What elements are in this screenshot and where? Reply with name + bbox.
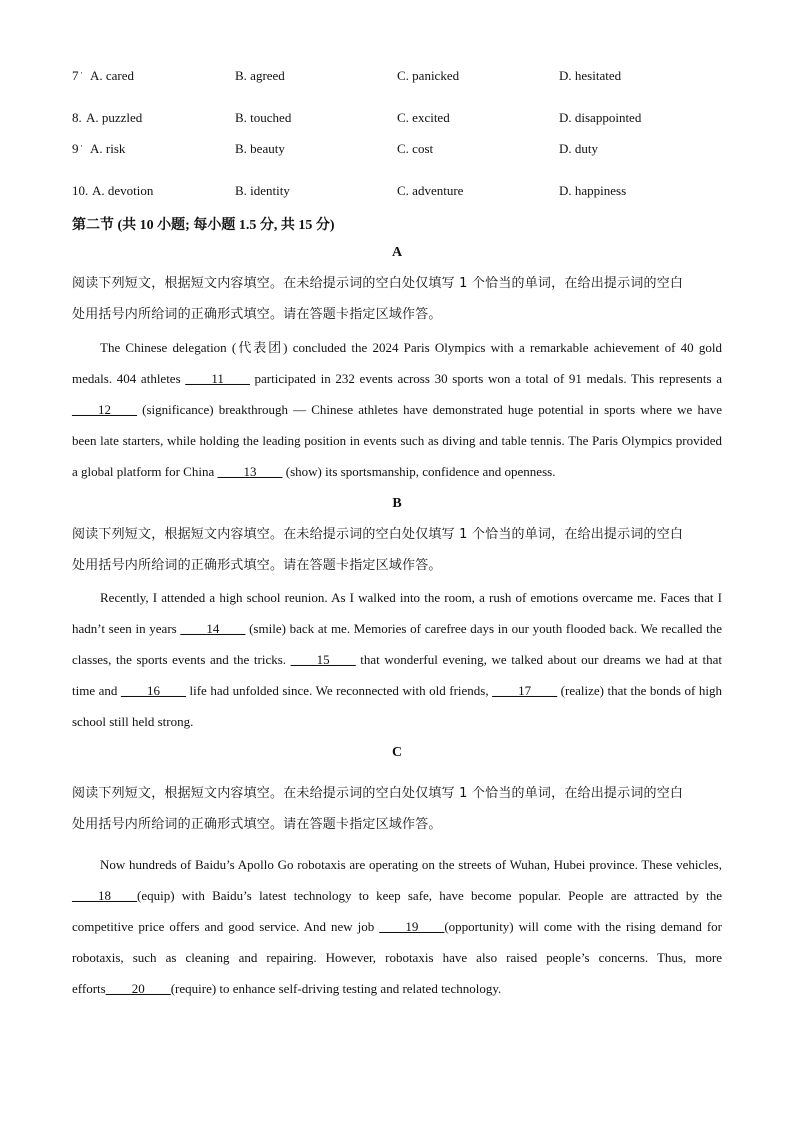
passage-text: that wonderful evening, we talked about our dreams we had at that time and xyxy=(72,652,722,698)
option-d: D. happiness xyxy=(559,183,627,198)
instruction-line-1: 阅读下列短文，根据短文内容填空。在未给提示词的空白处仅填写 1 个恰当的单词，在给出提示词的空白 xyxy=(72,527,684,542)
option-c: C. panicked xyxy=(397,68,460,83)
section-title: 第二节 (共 10 小题; 每小题 1.5 分, 共 15 分) xyxy=(72,218,335,233)
instruction-line-2: 处用括号内所给词的正确形式填空。请在答题卡指定区域作答。 xyxy=(72,817,442,832)
option-c: C. cost xyxy=(397,141,434,156)
option-d: D. hesitated xyxy=(559,68,622,83)
passage-text: (smile) back at me. Memories of carefree days in our youth flooded back. We recalled the classes, the sports events and the tricks. xyxy=(72,621,722,667)
blank-12[interactable]: ____12____ xyxy=(72,402,137,417)
dot-mark: · xyxy=(80,141,83,151)
option-a: A. risk xyxy=(90,141,126,156)
question-10-options xyxy=(72,183,732,201)
option-c: C. excited xyxy=(397,110,450,125)
option-b: B. agreed xyxy=(235,68,285,83)
blank-15[interactable]: ____15____ xyxy=(290,652,356,667)
passage-text: (significance) breakthrough — Chinese athletes have demonstrated huge potential in sports where we have been late starters, while holding the leading position in events such as diving and table tennis. The Paris Olympics provided a global platform for China xyxy=(72,402,722,479)
question-number: 10. xyxy=(72,183,89,198)
passage-text: Now hundreds of Baidu’s Apollo Go robotaxis are operating on the streets of Wuhan, Hubei province. These vehicles, xyxy=(100,857,722,872)
instruction-line-1: 阅读下列短文，根据短文内容填空。在未给提示词的空白处仅填写 1 个恰当的单词，在给出提示词的空白 xyxy=(72,786,684,801)
question-number: 8. xyxy=(72,110,82,125)
blank-19[interactable]: ____19____ xyxy=(379,919,445,934)
option-d: D. duty xyxy=(559,141,598,156)
question-8-options xyxy=(72,110,732,128)
passage-text: (show) its sportsmanship, confidence and openness. xyxy=(282,464,556,479)
passage-text: life had unfolded since. We reconnected with old friends, xyxy=(185,683,493,698)
option-b: B. beauty xyxy=(235,141,285,156)
dot-mark: · xyxy=(80,68,83,78)
instruction-line-2: 处用括号内所给词的正确形式填空。请在答题卡指定区域作答。 xyxy=(72,307,442,322)
part-b-passage xyxy=(72,582,722,737)
option-b: B. identity xyxy=(235,183,290,198)
blank-20[interactable]: ____20____ xyxy=(105,981,171,996)
passage-text: The Chinese delegation (代表团) concluded the 2024 Paris Olympics with a remarkable achievement of 40 gold medals. 404 athletes xyxy=(72,340,722,386)
passage-text: (realize) that the bonds of high school still held strong. xyxy=(72,683,722,729)
question-number: 9 xyxy=(72,141,79,156)
option-a: A. puzzled xyxy=(86,110,143,125)
question-9-options xyxy=(72,141,732,159)
blank-18[interactable]: ____18____ xyxy=(72,888,137,903)
part-b-instruction xyxy=(72,519,724,581)
question-7-options xyxy=(72,68,732,86)
instruction-line-2: 处用括号内所给词的正确形式填空。请在答题卡指定区域作答。 xyxy=(72,558,442,573)
part-c-instruction xyxy=(72,778,724,840)
option-c: C. adventure xyxy=(397,183,464,198)
passage-text: participated in 232 events across 30 sports won a total of 91 medals. This represents a xyxy=(249,371,722,386)
option-a: A. cared xyxy=(90,68,135,83)
blank-14[interactable]: ____14____ xyxy=(180,621,246,636)
part-c-passage xyxy=(72,849,722,1004)
blank-13[interactable]: ____13____ xyxy=(217,464,283,479)
instruction-line-1: 阅读下列短文，根据短文内容填空。在未给提示词的空白处仅填写 1 个恰当的单词，在给出提示词的空白 xyxy=(72,276,684,291)
part-c-letter: C xyxy=(391,745,403,760)
part-a-passage xyxy=(72,332,722,487)
part-b-letter: B xyxy=(392,496,402,511)
question-number: 7 xyxy=(72,68,79,83)
option-a: A. devotion xyxy=(92,183,154,198)
blank-17[interactable]: ____17____ xyxy=(492,683,558,698)
passage-text: (equip) with Baidu’s latest technology to keep safe, have become popular. People are attracted by the competitive price offers and good service. And new job xyxy=(72,888,722,934)
part-a-instruction xyxy=(72,268,724,330)
part-a-letter: A xyxy=(391,245,403,260)
option-d: D. disappointed xyxy=(559,110,642,125)
passage-text: Recently, I attended a high school reunion. As I walked into the room, a rush of emotions overcame me. Faces that I hadn’t seen in years xyxy=(72,590,722,636)
blank-16[interactable]: ____16____ xyxy=(120,683,186,698)
blank-11[interactable]: ____11____ xyxy=(185,371,250,386)
passage-text: (opportunity) will come with the rising demand for robotaxis, such as cleaning and repairing. However, robotaxis have also raised people’s concerns. Thus, more efforts xyxy=(72,919,723,996)
passage-text: (require) to enhance self-driving testing and related technology. xyxy=(170,981,502,996)
option-b: B. touched xyxy=(235,110,292,125)
